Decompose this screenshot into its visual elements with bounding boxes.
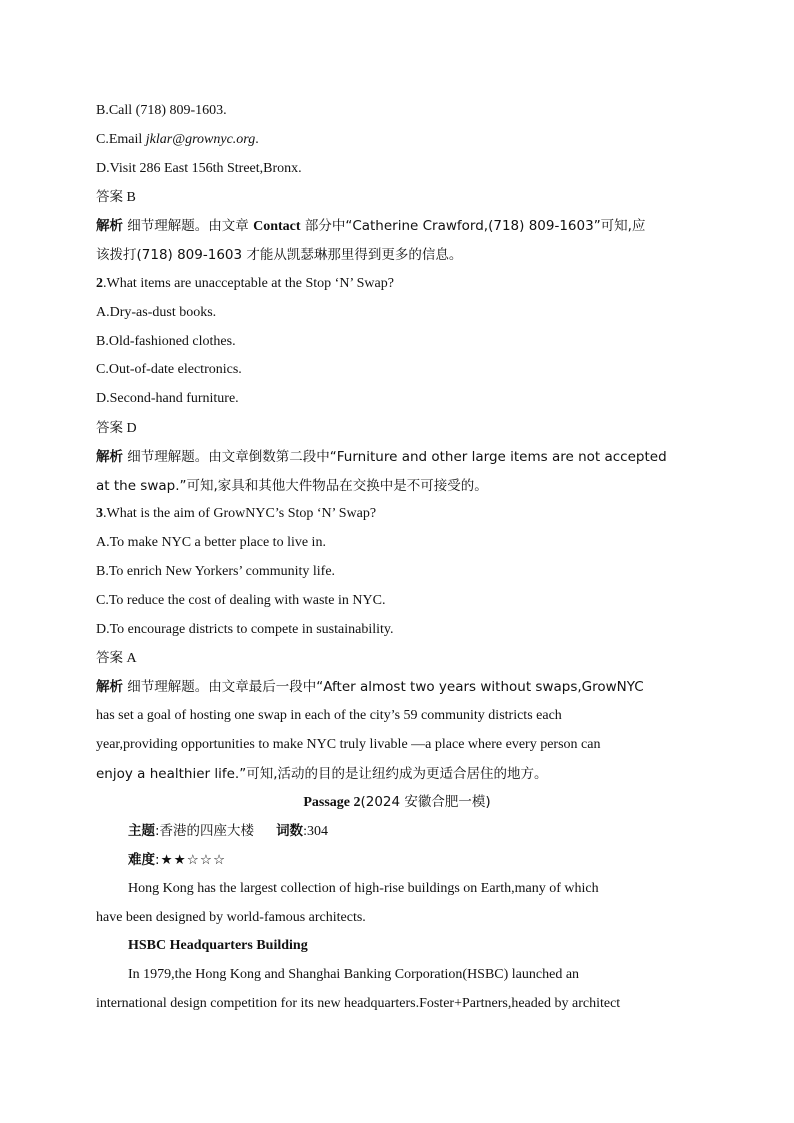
answer-label: 答案 bbox=[96, 420, 123, 436]
q3-analysis-line-2: has set a goal of hosting one swap in each of the city’s 59 community districts each bbox=[96, 708, 562, 723]
analysis-text: 细节理解题。由文章倒数第二段中“Furniture and other large items are not accepted bbox=[123, 449, 667, 465]
para2-line-2: international design competition for its new headquarters.Foster+Partners,headed by architect bbox=[96, 996, 621, 1011]
passage-title-source: (2024 安徽合肥一模) bbox=[360, 794, 491, 810]
para2-line-1: In 1979,the Hong Kong and Shanghai Banking Corporation(HSBC) launched an bbox=[128, 967, 580, 982]
q1-option-c-suffix: . bbox=[255, 132, 259, 147]
analysis-label: 解析 bbox=[96, 449, 123, 465]
theme-value: :香港的四座大楼 bbox=[155, 823, 255, 839]
passage-title bbox=[0, 792, 794, 813]
q3-option-c: C.To reduce the cost of dealing with waste in NYC. bbox=[96, 593, 386, 608]
analysis-label: 解析 bbox=[96, 218, 123, 234]
para1-line-1: Hong Kong has the largest collection of high-rise buildings on Earth,many of which bbox=[128, 881, 599, 896]
answer-value: B bbox=[123, 190, 136, 205]
question-text: .What items are unacceptable at the Stop ‘N’ Swap? bbox=[103, 276, 394, 291]
q2-option-c: C.Out-of-date electronics. bbox=[96, 362, 242, 377]
q1-option-c-prefix: C.Email bbox=[96, 132, 146, 147]
q3-answer bbox=[96, 648, 696, 669]
q3-option-d: D.To encourage districts to compete in sustainability. bbox=[96, 622, 394, 637]
analysis-label: 解析 bbox=[96, 679, 123, 695]
answer-value: D bbox=[123, 421, 137, 436]
passage-title-bold: Passage 2 bbox=[303, 795, 361, 810]
q2-option-a: A.Dry-as-dust books. bbox=[96, 305, 217, 320]
analysis-text: 部分中“Catherine Crawford,(718) 809-1603”可知,应 bbox=[300, 218, 646, 234]
q3-option-b: B.To enrich New Yorkers’ community life. bbox=[96, 564, 336, 579]
q2-analysis-line-2: at the swap.”可知,家具和其他大件物品在交换中是不可接受的。 bbox=[96, 478, 488, 494]
q1-option-d: D.Visit 286 East 156th Street,Bronx. bbox=[96, 161, 302, 176]
q1-analysis-line-2: 该拨打(718) 809-1603 才能从凯瑟琳那里得到更多的信息。 bbox=[96, 247, 463, 263]
question-number: 3 bbox=[96, 506, 103, 521]
q2-option-d: D.Second-hand furniture. bbox=[96, 391, 239, 406]
question-number: 2 bbox=[96, 276, 103, 291]
q2-analysis-line-1 bbox=[96, 447, 696, 468]
q2-question bbox=[96, 274, 696, 294]
q1-option-c-email: jklar@grownyc.org bbox=[145, 132, 256, 147]
analysis-bold-term: Contact bbox=[253, 219, 301, 234]
q1-option-c bbox=[96, 130, 696, 150]
q1-answer bbox=[96, 187, 696, 208]
section-heading: HSBC Headquarters Building bbox=[128, 938, 308, 953]
answer-label: 答案 bbox=[96, 650, 123, 666]
q3-analysis-line-4: enjoy a healthier life.”可知,活动的目的是让纽约成为更适合居住的地方。 bbox=[96, 766, 548, 782]
wordcount-label: 词数 bbox=[276, 823, 304, 839]
q2-option-b: B.Old-fashioned clothes. bbox=[96, 334, 236, 349]
theme-label: 主题 bbox=[128, 823, 155, 839]
passage-meta-difficulty bbox=[128, 850, 728, 871]
para1-line-2: have been designed by world-famous architects. bbox=[96, 910, 366, 925]
q3-analysis-line-3: year,providing opportunities to make NYC truly livable —a place where every person can bbox=[96, 737, 601, 752]
answer-value: A bbox=[123, 651, 137, 666]
q1-analysis-line-1 bbox=[96, 216, 696, 237]
wordcount-value: :304 bbox=[303, 824, 328, 839]
passage-meta-theme bbox=[128, 821, 728, 842]
q3-analysis-line-1 bbox=[96, 677, 696, 698]
q3-option-a: A.To make NYC a better place to live in. bbox=[96, 535, 326, 550]
answer-label: 答案 bbox=[96, 189, 123, 205]
q3-question bbox=[96, 504, 696, 524]
analysis-text: 细节理解题。由文章 bbox=[123, 218, 254, 234]
q2-answer bbox=[96, 418, 696, 439]
difficulty-label: 难度 bbox=[128, 852, 155, 868]
question-text: .What is the aim of GrowNYC’s Stop ‘N’ Swap? bbox=[103, 506, 377, 521]
analysis-text: 细节理解题。由文章最后一段中“After almost two years without swaps,GrowNYC bbox=[123, 679, 644, 695]
q1-option-b: B.Call (718) 809-1603. bbox=[96, 103, 227, 118]
difficulty-stars: :★★☆☆☆ bbox=[155, 852, 227, 868]
